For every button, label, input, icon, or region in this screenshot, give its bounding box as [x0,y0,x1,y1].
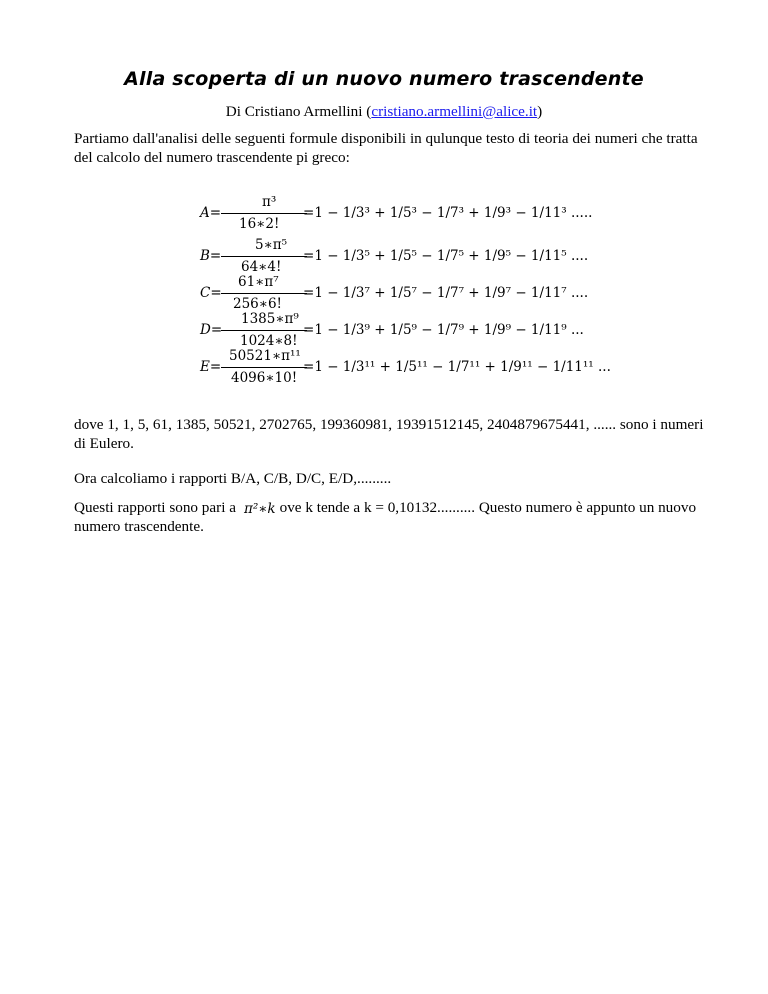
formula-e-fraction-bar [221,367,307,368]
formula-a-fraction-bar [221,213,307,214]
formula-a-numerator: π³ [262,194,277,210]
formula-d-lhs: D= [200,322,223,338]
formula-d-numerator: 1385∗π⁹ [241,311,299,327]
formula-c-fraction-bar [221,293,307,294]
formula-c-series: =1 − 1/3⁷ + 1/5⁷ − 1/7⁷ + 1/9⁷ − 1/11⁷ .... [303,285,589,301]
conclusion-before: Questi rapporti sono pari a [74,499,236,516]
formula-e-denominator: 4096∗10! [231,370,298,386]
formula-e-numerator: 50521∗π¹¹ [229,348,301,364]
formula-e-series: =1 − 1/3¹¹ + 1/5¹¹ − 1/7¹¹ + 1/9¹¹ − 1/11¹¹ ... [303,359,611,375]
formula-d-denominator: 1024∗8! [240,333,298,349]
conclusion-math: π²∗k [243,501,276,517]
formula-c-numerator: 61∗π⁷ [238,274,279,290]
euler-paragraph: dove 1, 1, 5, 61, 1385, 50521, 2702765, 199360981, 19391512145, 2404879675441, ...... sono i numeri di Eulero. [74,416,704,452]
formula-c-denominator: 256∗6! [233,296,282,312]
conclusion-after: ove k tende a k = 0,10132.......... Questo numero è appunto un nuovo numero trascendente. [74,499,697,535]
author-prefix: Di Cristiano Armellini ( [225,103,372,120]
formula-b-series: =1 − 1/3⁵ + 1/5⁵ − 1/7⁵ + 1/9⁵ − 1/11⁵ .... [303,248,589,264]
author-suffix: ) [537,103,543,120]
formula-b-fraction-bar [221,256,307,257]
formula-b-denominator: 64∗4! [241,259,282,275]
formula-a-series: =1 − 1/3³ + 1/5³ − 1/7³ + 1/9³ − 1/11³ ..... [303,205,593,221]
formula-a-denominator: 16∗2! [239,216,280,232]
formula-d-series: =1 − 1/3⁹ + 1/5⁹ − 1/7⁹ + 1/9⁹ − 1/11⁹ ... [303,322,584,338]
intro-paragraph: Partiamo dall'analisi delle seguenti formule disponibili in qulunque testo di teoria dei numeri che tratta del calcolo del numero trascendente pi greco: [74,130,698,166]
formula-b-numerator: 5∗π⁵ [255,237,288,253]
ratio-paragraph: Ora calcoliamo i rapporti B/A, C/B, D/C, E/D,......... [74,470,392,487]
formula-d-fraction-bar [221,330,307,331]
formula-a-lhs: A= [200,205,222,221]
author-email-link[interactable]: cristiano.armellini@alice.it [371,103,538,120]
formula-c-lhs: C= [200,285,222,301]
conclusion-paragraph [74,499,704,536]
formula-b-lhs: B= [200,248,222,264]
formula-e-lhs: E= [200,359,222,375]
document-title: Alla scoperta di un nuovo numero trascendente [124,68,644,90]
